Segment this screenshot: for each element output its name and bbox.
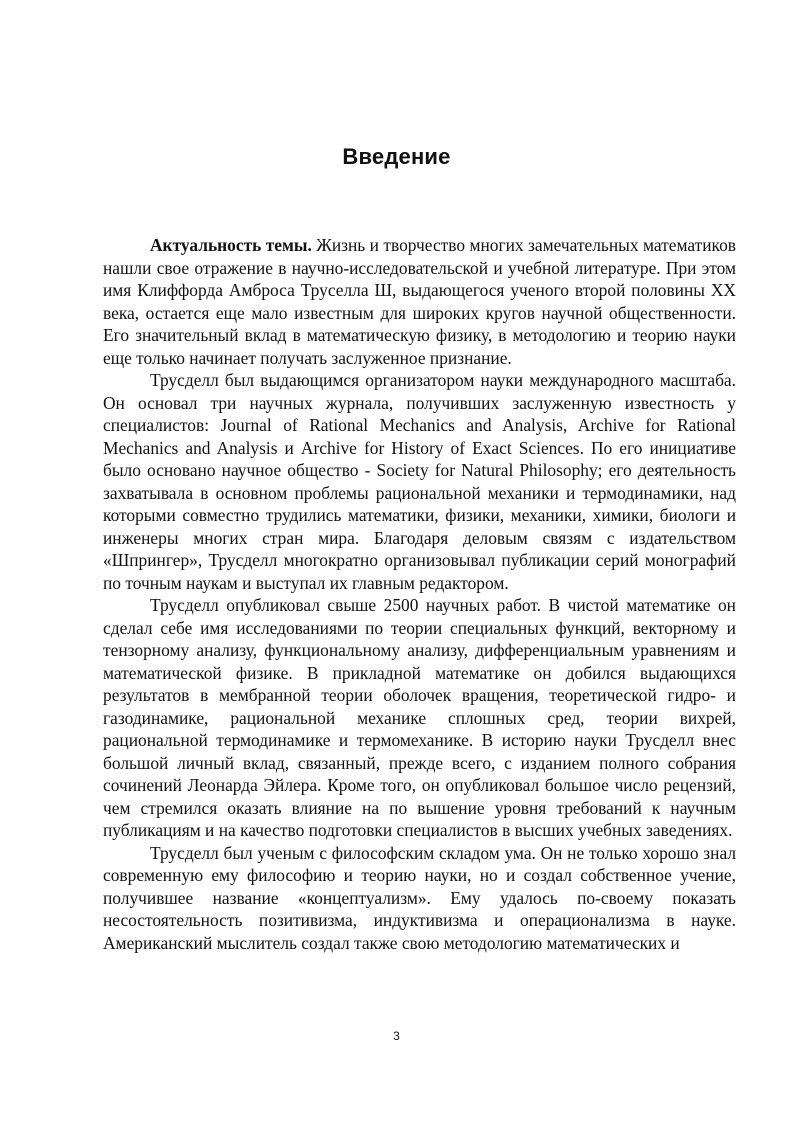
paragraph-text: Трусделл был выдающимся организатором науки международного масштаба. Он основал три научных журнала, получивших заслуженную известность у специалистов: Journal of Rational Mechanics and Analysis, Archive for Rational Mechanics and Analysis и Archive for History of Exact Sciences. По его инициативе было основано научное общество - Society for Natural Philosophy; его деятельность захватывала в основном проблемы рациональной механики и термодинамики, над которыми совместно трудились математики, физики, механики, химики, биологи и инженеры многих стран мира. Благодаря деловым связям с издательством «Шпрингер», Трусделл многократно организовывал публикации серий монографий по точным наукам и выступал их главным редактором.	[103, 370, 736, 593]
paragraph-philosophy	[103, 842, 736, 955]
paragraph-lead: Актуальность темы.	[150, 235, 312, 255]
body-text	[103, 234, 736, 954]
paragraph-relevance	[103, 234, 736, 369]
page-title: Введение	[342, 144, 451, 169]
paragraph-text: Трусделл был ученым с философским складом ума. Он не только хорошо знал современную ему философию и теорию науки, но и создал собственное учение, получившее название «концептуализм». Ему удалось по-своему показать несостоятельность позитивизма, индуктивизма и операционализма в науке. Американский мыслитель создал также свою методологию математических и	[103, 842, 736, 953]
paragraph-text: Трусделл опубликовал свыше 2500 научных работ. В чистой математике он сделал себе имя исследованиями по теории специальных функций, векторному и тензорному анализу, функциональному анализу, дифференциальным уравнениям и математической физике. В прикладной математике он добился выдающихся результатов в мембранной теории оболочек вращения, теоретической гидро- и газодинамике, рациональной механике сплошных сред, теории вихрей, рациональной термодинамике и термомеханике. В историю науки Трусделл внес большой личный вклад, связанный, прежде всего, с изданием полного собрания сочинений Леонарда Эйлера. Кроме того, он опубликовал большое число рецензий, чем стремился оказать влияние на по вышение уровня требований к научным публикациям и на качество подготовки специалистов в высших учебных заведениях.	[103, 595, 736, 840]
paragraph-organizer	[103, 369, 736, 594]
paragraph-publications	[103, 594, 736, 842]
page-number: 3	[393, 1029, 400, 1043]
paragraph-text: Жизнь и творчество многих замечательных математиков нашли свое отражение в научно-исследовательской и учебной литературе. При этом имя Клиффорда Амброса Труселла Ш, выдающегося ученого второй половины XX века, остается еще мало известным для широких кругов научной общественности. Его значительный вклад в математическую физику, в методологию и теорию науки еще только начинает получать заслуженное признание.	[103, 235, 736, 368]
